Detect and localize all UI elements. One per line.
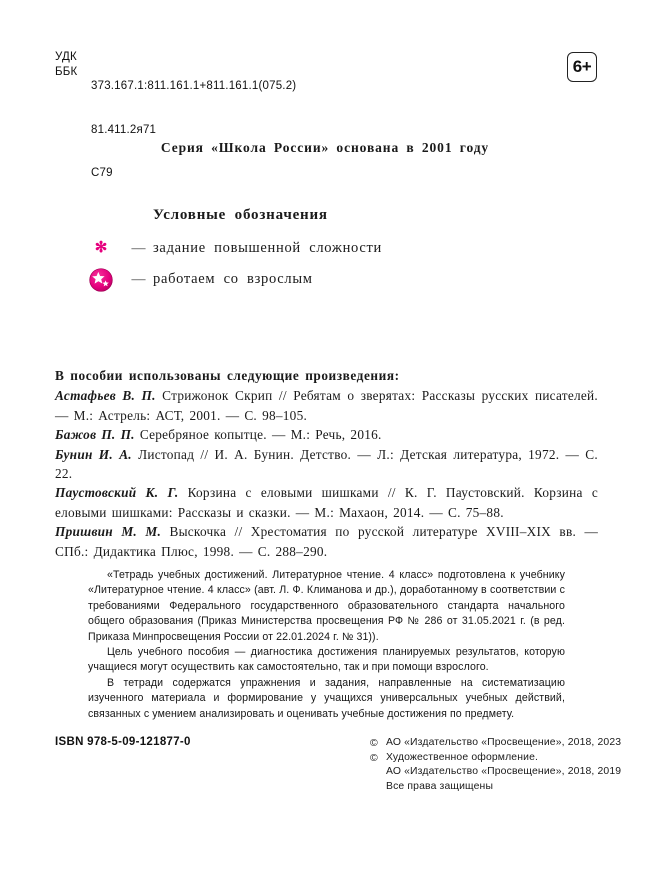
cip-labels — [55, 50, 91, 210]
bibliography-entry — [55, 386, 598, 425]
copyright-text: АО «Издательство «Просвещение», 2018, 2019 — [386, 766, 622, 778]
copyright-icon: © — [370, 737, 378, 749]
cip-label-blank — [55, 79, 91, 94]
bibliography-details: Листопад // И. А. Бунин. Детство. — Л.: Детская литература, 1972. — С. 22. — [55, 446, 598, 482]
copyright-block — [370, 736, 621, 794]
bibliography-details: Выскочка // Хрестоматия по русской литературе XVIII–XIX вв. — СПб.: Дидактика Плюс, 1998. — С. 288–290. — [55, 524, 599, 559]
legend-dash: — — [131, 271, 146, 287]
legend-label-difficult-task: задание повышенной сложности — [153, 240, 382, 256]
asterisk-glyph: ✻ — [94, 240, 108, 256]
copyright-icon: © — [370, 751, 378, 764]
copyright-text: АО «Издательство «Просвещение», 2018, 2023 — [386, 737, 622, 748]
copyright-line — [370, 780, 621, 795]
bibliography-author: Астафьев В. П. — [55, 388, 156, 404]
bibliography-author: Паустовский К. Г. — [55, 485, 179, 501]
bibliography-details: Серебряное копытце. — М.: Речь, 2016. — [134, 427, 382, 443]
copyright-line — [370, 751, 621, 766]
bibliography-block — [55, 366, 598, 561]
copyright-line — [370, 765, 621, 780]
bibliography-entry — [55, 425, 598, 444]
legend-row-difficult-task — [78, 233, 548, 264]
legend-dash: — — [131, 240, 146, 256]
star-circle-icon — [78, 268, 124, 292]
isbn-text: ISBN 978-5-09-121877-0 — [55, 736, 191, 748]
cip-value-shelfmark: С79 — [91, 167, 113, 179]
cip-label-bbk: ББК — [55, 65, 78, 78]
bibliography-author: Бажов П. П. — [55, 427, 135, 443]
annotation-block — [88, 568, 565, 722]
bibliography-details: Стрижонок Скрип // Ребятам о зверятах: Рассказы русских писателей. — М.: Астрель: АСТ, 2001. — С. 98–105. — [55, 388, 598, 423]
copyright-text: Все права защищены — [386, 780, 494, 792]
bibliography-entry — [55, 445, 598, 484]
bibliography-heading: В пособии использованы следующие произведения: — [55, 368, 400, 383]
legend-label-with-adult: работаем со взрослым — [153, 271, 313, 287]
cip-value-udk: 373.167.1:811.161.1+811.161.1(075.2) — [91, 80, 297, 92]
legend-block — [78, 207, 548, 295]
bibliography-author: Пришвин М. М. — [55, 524, 162, 540]
bibliography-entry — [55, 483, 598, 522]
cip-value-bbk: 81.411.2я71 — [91, 123, 157, 136]
series-line: Серия «Школа России» основана в 2001 году — [160, 140, 490, 155]
cip-values — [91, 50, 296, 210]
bibliography-author: Бунин И. А. — [55, 446, 132, 462]
cip-label-udk: УДК — [55, 51, 77, 63]
annotation-paragraph: Цель учебного пособия — диагностика достижения планируемых результатов, которую учащиеся могут осуществить как самостоятельно, так и при помощи взрослого. — [88, 646, 565, 674]
cip-block — [55, 50, 296, 210]
copyright-line — [370, 736, 621, 751]
age-rating-badge: 6+ — [567, 52, 597, 82]
copyright-text: Художественное оформление. — [386, 751, 539, 763]
annotation-paragraph: «Тетрадь учебных достижений. Литературное чтение. 4 класс» подготовлена к учебнику «Литературное чтение. 4 класс» (авт. Л. Ф. Климанова и др.), доработанному в соответствии с требованиями Федерального государственного образовательного стандарта начального общего образования (Приказ Министерства просвещения РФ № 286 от 31.05.2021 г. (в ред. Приказа Минпросвещения России от 22.01.2024 г. № 31)). — [88, 569, 565, 643]
legend-title: Условные обозначения — [153, 207, 328, 223]
annotation-paragraph: В тетради содержатся упражнения и задания, направленные на систематизацию изученного материала и формирование у учащихся универсальных учебных действий, связанных с умением анализировать и оценивать учебные достижения по предмету. — [88, 676, 565, 720]
legend-row-with-adult — [78, 264, 548, 295]
asterisk-icon — [78, 241, 124, 256]
bibliography-entry — [55, 522, 598, 561]
bibliography-details: Корзина с еловыми шишками // К. Г. Паустовский. Корзина с еловыми шишками: Рассказы и сказки. — М.: Махаон, 2014. — С. 75–88. — [55, 485, 598, 520]
